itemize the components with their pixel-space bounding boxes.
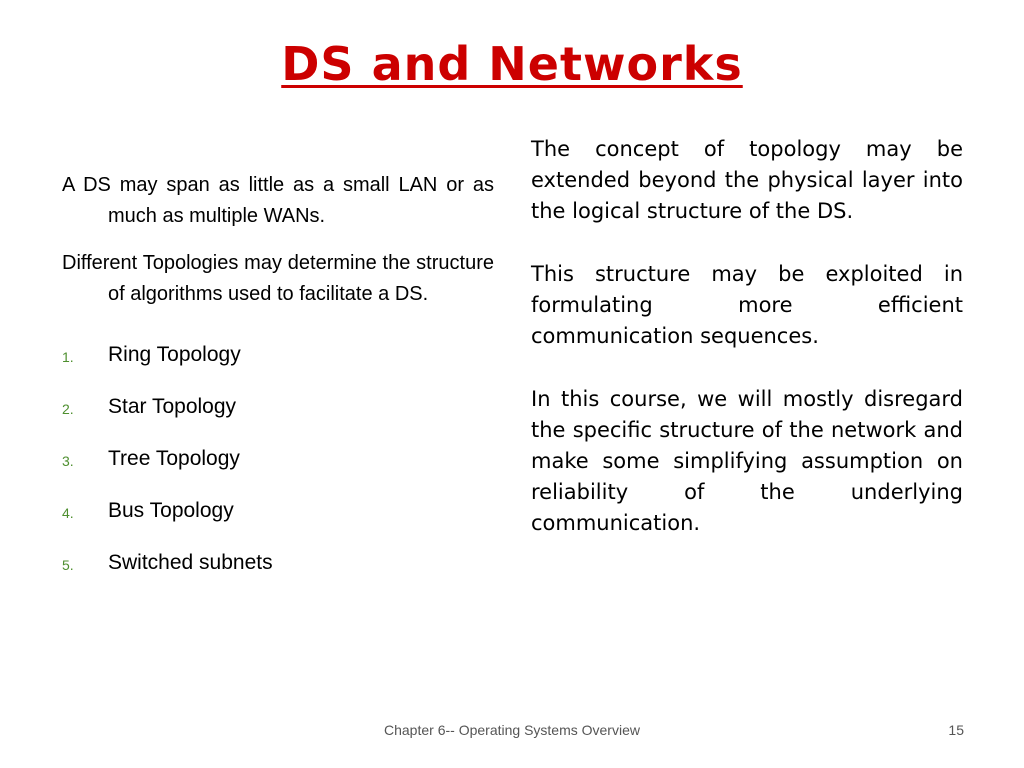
list-item-label: Ring Topology [108,343,241,366]
list-item-label: Star Topology [108,395,237,418]
list-item-number: 1. [62,349,74,365]
right-paragraph-1: The concept of topology may be extended beyond the physical layer into the logical structure of the DS. [531,137,963,223]
list-item-label: Switched subnets [108,551,273,574]
list-item-number: 3. [62,453,74,469]
footer-text: Chapter 6-- Operating Systems Overview [384,722,640,738]
right-paragraph-2: This structure may be exploited in formulating more efficient communication sequences. [531,262,963,348]
list-item-number: 4. [62,505,74,521]
left-column [62,170,494,600]
slide-title: DS and Networks [281,37,743,91]
list-item [62,496,494,548]
left-paragraph-2: Different Topologies may determine the structure of algorithms used to facilitate a DS. [62,252,494,305]
left-paragraph-1: A DS may span as little as a small LAN or as much as multiple WANs. [62,174,494,227]
list-item-number: 2. [62,401,74,417]
list-item [62,340,494,392]
list-item [62,392,494,444]
list-item-label: Bus Topology [108,499,234,522]
list-item [62,444,494,496]
list-item-number: 5. [62,557,74,573]
right-column [531,134,963,571]
list-item [62,548,494,600]
list-item-label: Tree Topology [108,447,240,470]
page-number: 15 [948,722,964,738]
topology-list [62,340,494,600]
right-paragraph-3: In this course, we will mostly disregard the specific structure of the network and make some simplifying assumption on reliability of the underlying communication. [531,387,963,535]
